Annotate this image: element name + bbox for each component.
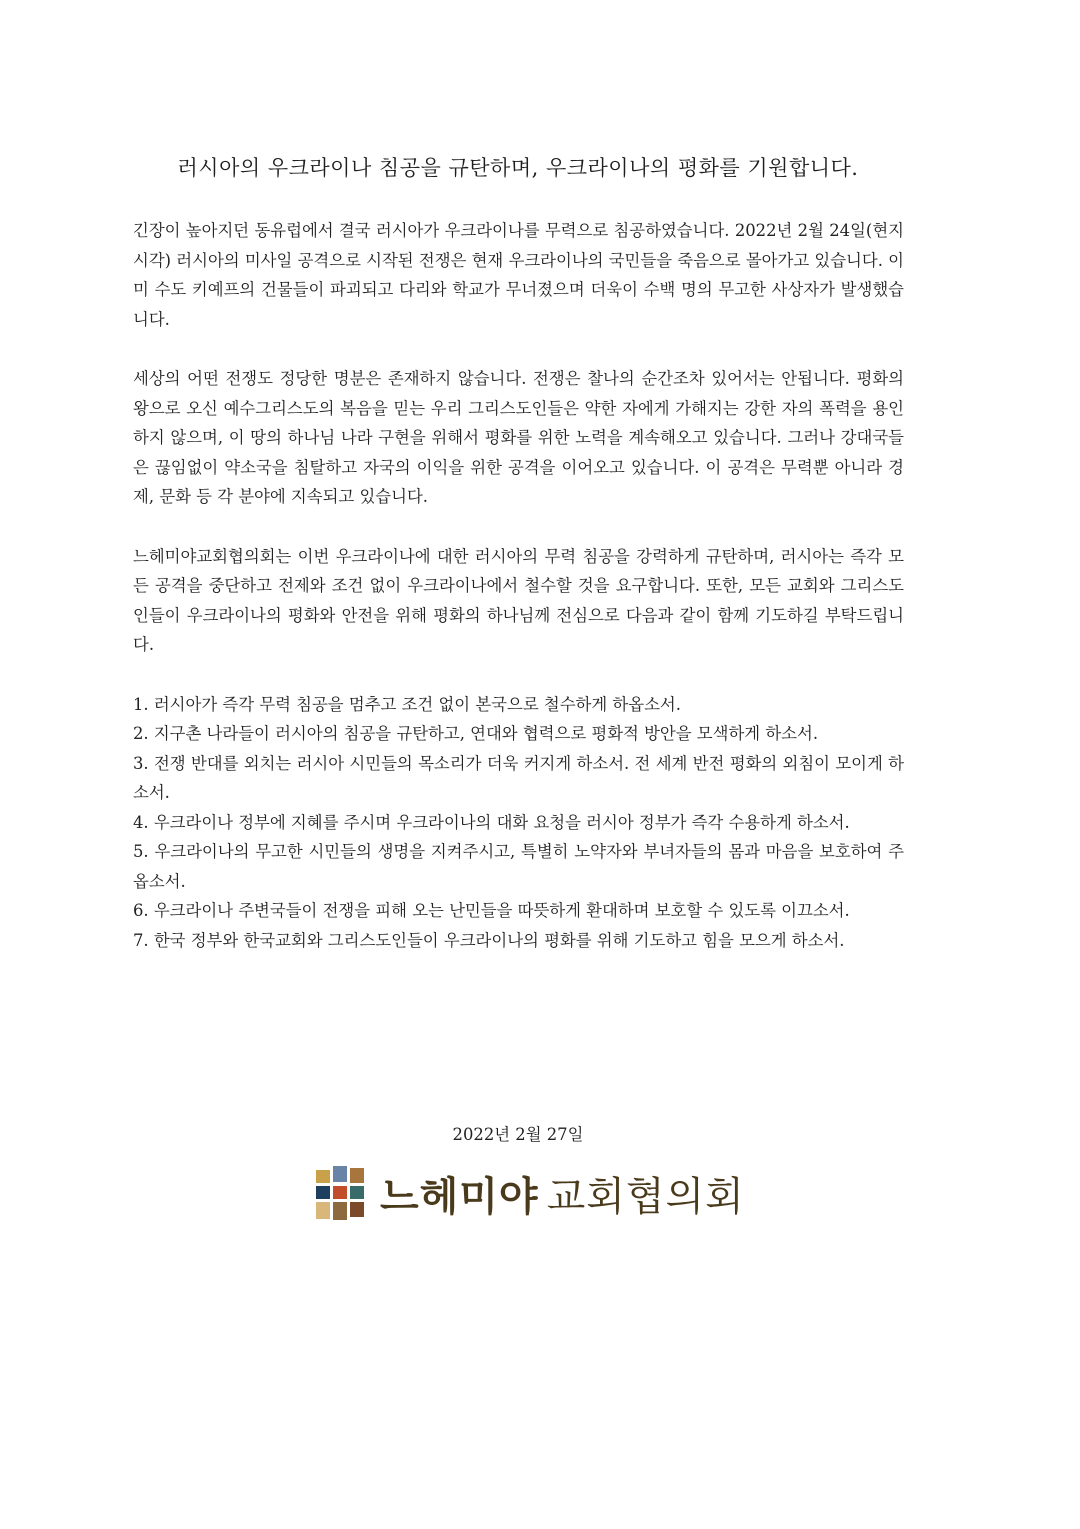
prayer-list — [133, 690, 904, 956]
prayer-item: 7. 한국 정부와 한국교회와 그리스도인들이 우크라이나의 평화를 위해 기도하고 힘을 모으게 하소서. — [133, 930, 845, 950]
logo-tile — [316, 1186, 330, 1199]
prayer-item: 6. 우크라이나 주변국들이 전쟁을 피해 오는 난민들을 따뜻하게 환대하며 보호할 수 있도록 이끄소서. — [133, 901, 850, 920]
prayer-item: 5. 우크라이나의 무고한 시민들의 생명을 지켜주시고, 특별히 노약자와 부녀자들의 몸과 마음을 보호하여 주옵소서. — [133, 842, 904, 891]
prayer-item: 1. 러시아가 즉각 무력 침공을 멈추고 조건 없이 본국으로 철수하게 하옵소서. — [133, 694, 681, 714]
prayer-item: 4. 우크라이나 정부에 지혜를 주시며 우크라이나의 대화 요청을 러시아 정부가 즉각 수용하게 하소서. — [133, 812, 850, 832]
organization-logo — [316, 1163, 745, 1223]
prayer-item: 2. 지구촌 나라들이 러시아의 침공을 규탄하고, 연대와 협력으로 평화적 방안을 모색하게 하소서. — [133, 724, 819, 743]
logo-tile — [350, 1168, 364, 1183]
paragraph-intro: 긴장이 높아지던 동유럽에서 결국 러시아가 우크라이나를 무력으로 침공하였습니다. 2022년 2월 24일(현지시각) 러시아의 미사일 공격으로 시작된 전쟁은 현재 우크라이나의 국민들을 죽음으로 몰아가고 있습니다. 이미 수도 키예프의 건물들이 파괴되고 다리와 학교가 무너졌으며 더욱이 수백 명의 무고한 사상자가 발생했습니다. — [133, 221, 904, 329]
logo-mark-icon — [316, 1166, 366, 1220]
logo-name-bold: 느헤미야 — [380, 1173, 539, 1220]
logo-tile — [333, 1166, 347, 1182]
logo-wordmark — [380, 1165, 745, 1222]
logo-tile — [350, 1186, 364, 1199]
document-date: 2022년 2월 27일 — [452, 1125, 584, 1144]
logo-name-light: 교회협의회 — [546, 1173, 745, 1220]
paragraph-condemnation: 느헤미야교회협의회는 이번 우크라이나에 대한 러시아의 무력 침공을 강력하게 규탄하며, 러시아는 즉각 모든 공격을 중단하고 전제와 조건 없이 우크라이나에서 철수할 것을 요구합니다. 또한, 모든 교회와 그리스도인들이 우크라이나의 평화와 안전을 위해 평화의 하나님께 전심으로 다음과 같이 함께 기도하길 부탁드립니다. — [133, 546, 904, 654]
paragraph-no-just-war: 세상의 어떤 전쟁도 정당한 명분은 존재하지 않습니다. 전쟁은 찰나의 순간조차 있어서는 안됩니다. 평화의 왕으로 오신 예수그리스도의 복음을 믿는 우리 그리스도인들은 약한 자에게 가해지는 강한 자의 폭력을 용인하지 않으며, 이 땅의 하나님 나라 구현을 위해서 평화를 위한 노력을 계속해오고 있습니다. 그러나 강대국들은 끊임없이 약소국을 침탈하고 자국의 이익을 위한 공격을 이어오고 있습니다. 이 공격은 무력뿐 아니라 경제, 문화 등 각 분야에 지속되고 있습니다. — [133, 369, 904, 506]
logo-tile — [333, 1186, 347, 1199]
logo-tile — [333, 1202, 347, 1220]
prayer-item: 3. 전쟁 반대를 외치는 러시아 시민들의 목소리가 더욱 커지게 하소서. 전 세계 반전 평화의 외침이 모이게 하소서. — [133, 753, 904, 802]
document-title: 러시아의 우크라이나 침공을 규탄하며, 우크라이나의 평화를 기원합니다. — [177, 156, 859, 180]
logo-tile — [316, 1170, 330, 1183]
logo-tile — [316, 1202, 330, 1219]
document-body — [133, 216, 904, 955]
logo-tile — [350, 1202, 364, 1217]
